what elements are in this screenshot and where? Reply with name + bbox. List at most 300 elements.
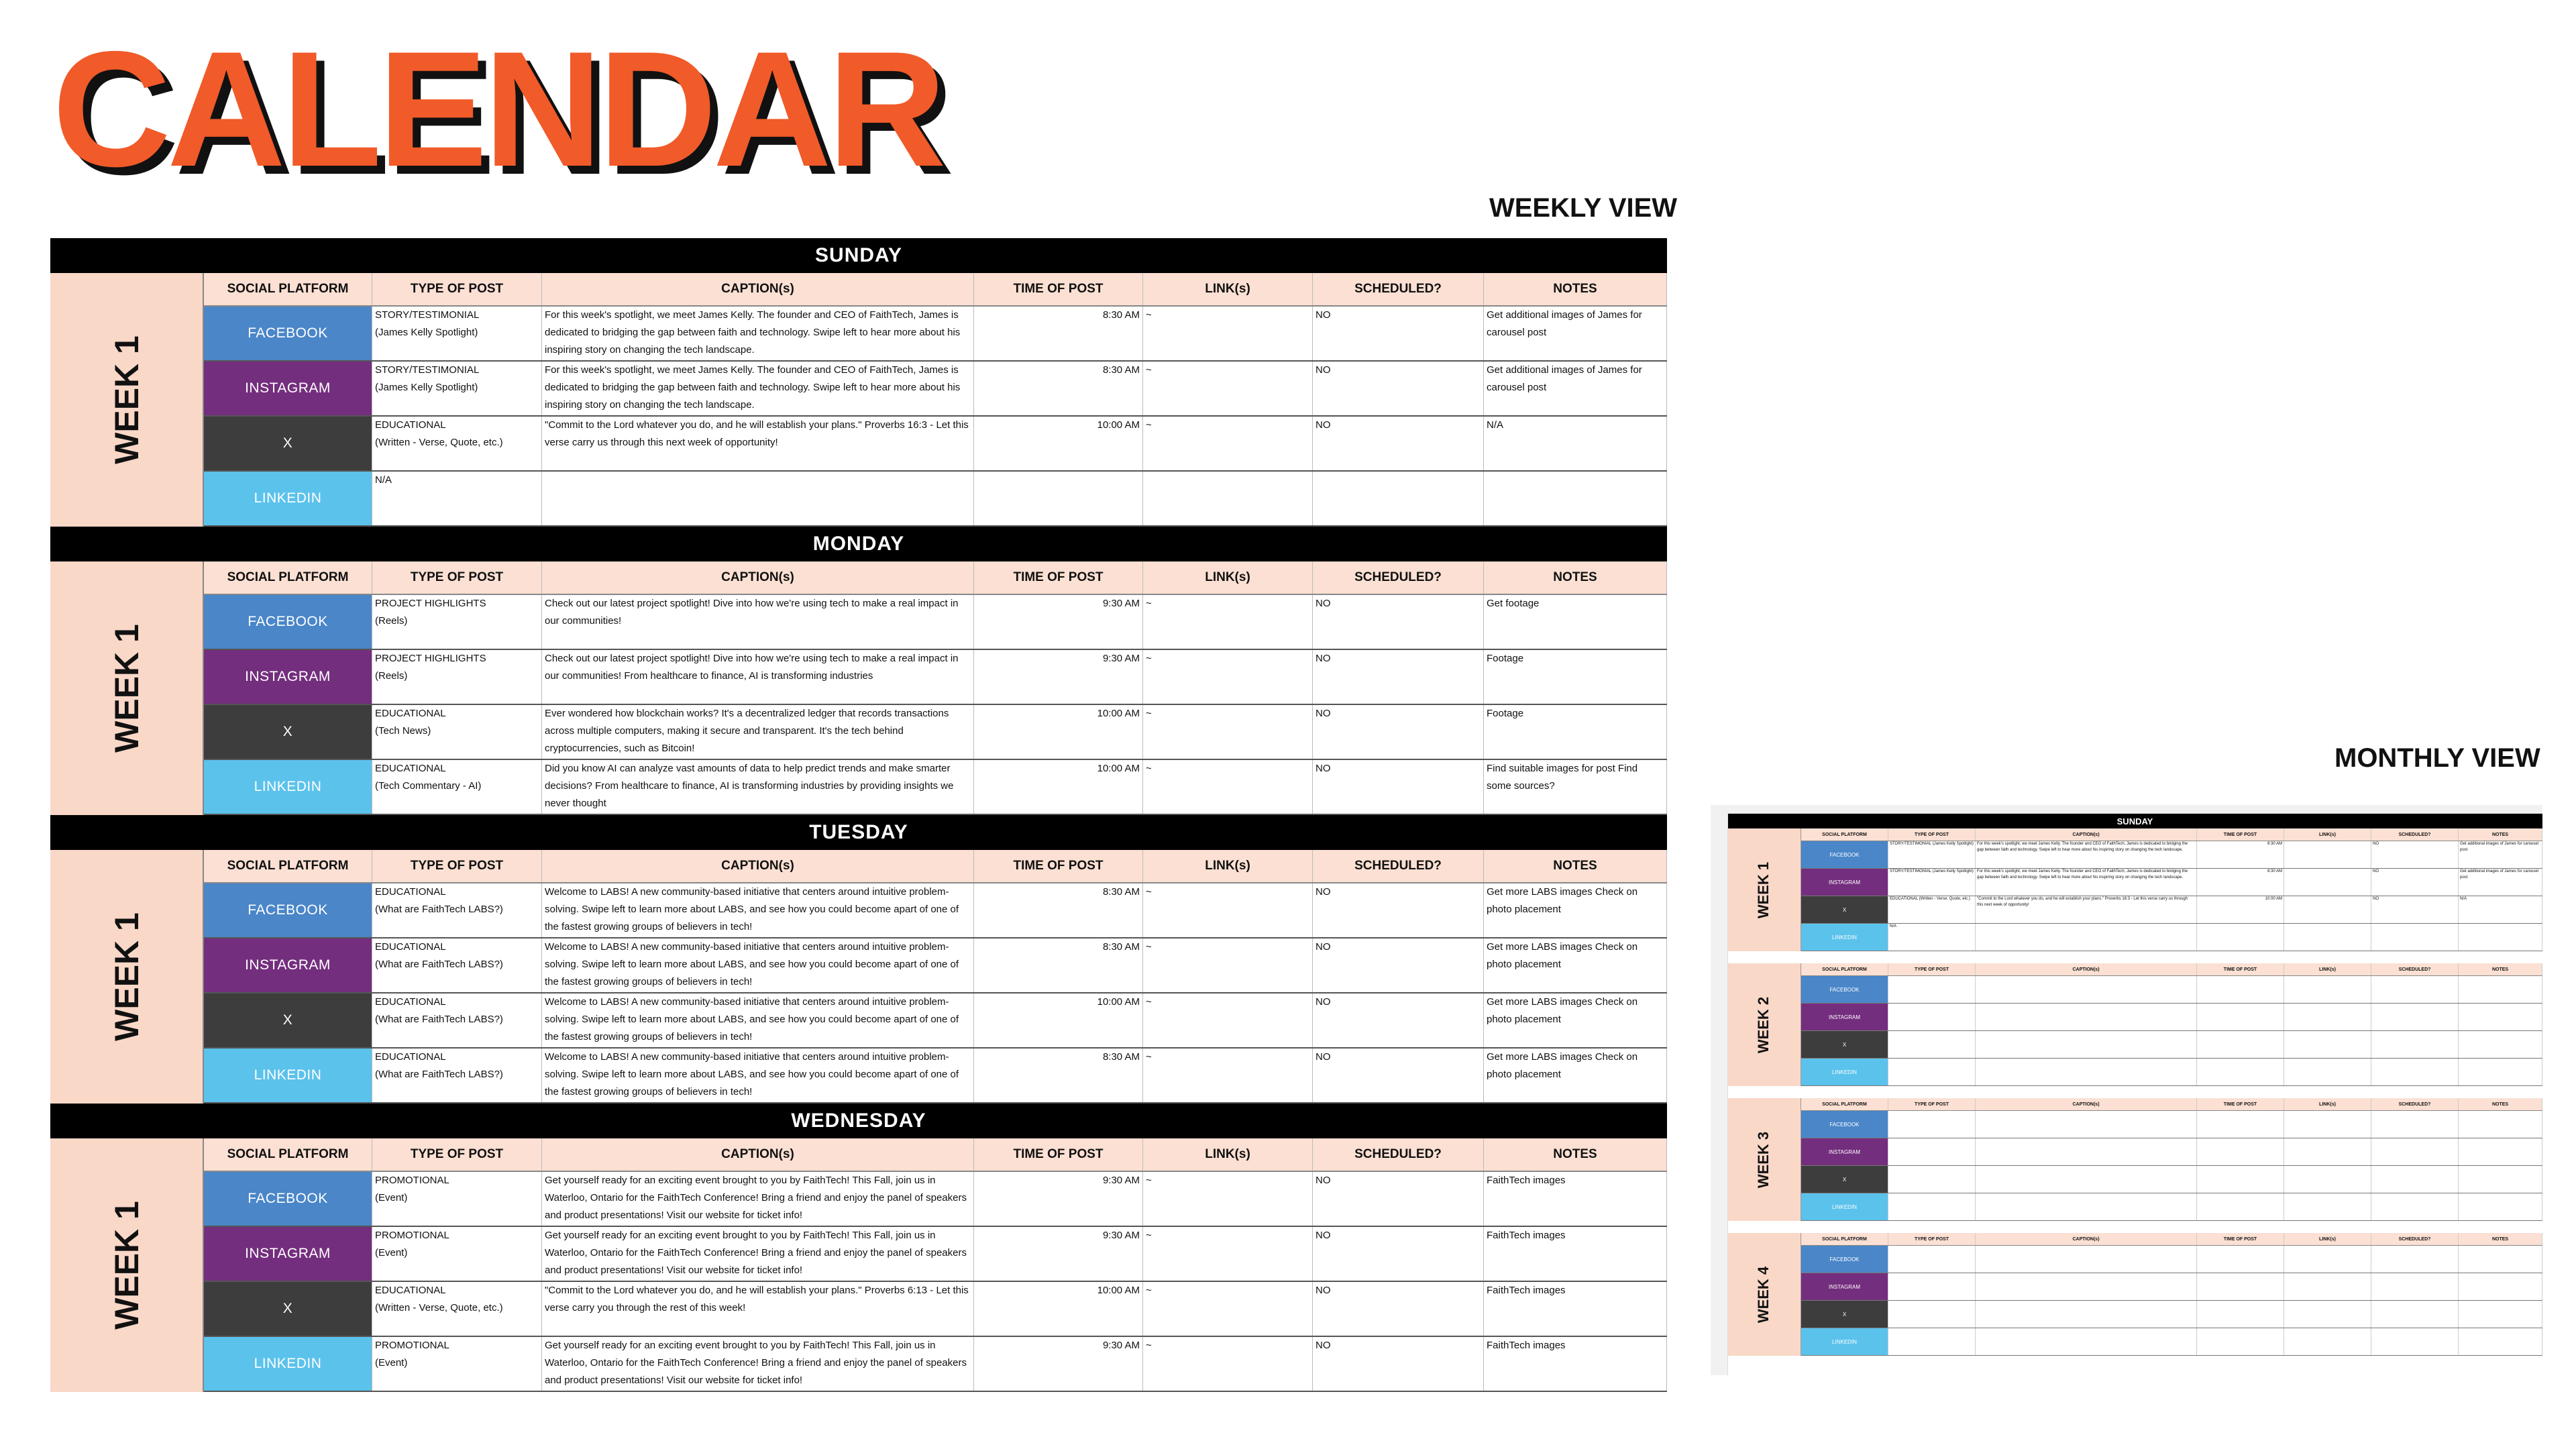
monthly-row — [1801, 869, 2542, 896]
monthly-caption-cell[interactable] — [1976, 1301, 2197, 1328]
monthly-link-cell[interactable] — [2284, 841, 2371, 868]
post-type: PROMOTIONAL — [375, 1340, 449, 1351]
monthly-column-header: SOCIAL PLATFORM — [1801, 828, 1888, 841]
monthly-platform-instagram[interactable]: INSTAGRAM — [1801, 869, 1888, 896]
monthly-type-cell[interactable] — [1888, 1111, 1976, 1138]
link-cell[interactable]: ~ — [1143, 1337, 1313, 1391]
monthly-notes-cell[interactable]: Get additional images of James for carousel post — [2459, 869, 2542, 896]
week-label-cell — [50, 850, 204, 1104]
type-cell[interactable] — [372, 883, 542, 937]
monthly-platform-linkedin[interactable]: LINKEDIN — [1801, 1328, 1888, 1355]
monthly-type-cell[interactable] — [1888, 1193, 1976, 1220]
post-subtype: (What are FaithTech LABS?) — [375, 1069, 503, 1080]
monthly-row — [1801, 924, 2542, 951]
caption-cell[interactable]: For this week's spotlight, we meet James Kelly. The founder and CEO of FaithTech, James is dedicated to bridging the gap between faith and technology. Swipe left to hear more about his inspiring story on changing the tech landscape. — [542, 307, 974, 360]
monthly-column-header: LINK(s) — [2284, 963, 2371, 975]
monthly-scheduled-cell[interactable]: NO — [2371, 896, 2459, 923]
scheduled-cell[interactable]: NO — [1313, 883, 1484, 937]
monthly-platform-x[interactable]: X — [1801, 1166, 1888, 1193]
platform-cell-instagram[interactable]: INSTAGRAM — [204, 650, 372, 704]
type-cell[interactable] — [372, 994, 542, 1047]
day-header: MONDAY — [50, 527, 1667, 561]
monthly-time-cell[interactable] — [2197, 1193, 2284, 1220]
monthly-column-header: SOCIAL PLATFORM — [1801, 1233, 1888, 1245]
monthly-scheduled-cell[interactable] — [2371, 1328, 2459, 1355]
time-cell[interactable]: 9:30 AM — [974, 1337, 1143, 1391]
week-label: WEEK 1 — [107, 335, 146, 464]
post-subtype: (Event) — [375, 1192, 408, 1203]
table-row — [204, 417, 1667, 472]
monthly-column-header: SOCIAL PLATFORM — [1801, 1098, 1888, 1110]
caption-cell[interactable]: Welcome to LABS! A new community-based initiative that centers around intuitive problem-solving. Swipe left to learn more about LABS, and see how you could become apart of one of the fastest growing groups of believers in tech! — [542, 938, 974, 992]
table-row — [204, 1227, 1667, 1282]
link-cell[interactable]: ~ — [1143, 994, 1313, 1047]
monthly-notes-cell[interactable] — [2459, 1246, 2542, 1273]
notes-cell[interactable]: Get footage — [1484, 595, 1667, 649]
monthly-link-cell[interactable] — [2284, 869, 2371, 896]
platform-cell-facebook[interactable]: FACEBOOK — [204, 595, 372, 649]
platform-cell-instagram[interactable]: INSTAGRAM — [204, 362, 372, 415]
scheduled-cell[interactable]: NO — [1313, 938, 1484, 992]
caption-cell[interactable]: For this week's spotlight, we meet James Kelly. The founder and CEO of FaithTech, James is dedicated to bridging the gap between faith and technology. Swipe left to hear more about his inspiring story on changing the tech landscape. — [542, 362, 974, 415]
caption-cell[interactable]: Get yourself ready for an exciting event brought to you by FaithTech! This Fall, join us in Waterloo, Ontario for the FaithTech Conference! Bring a friend and enjoy the panel of speakers and product presentations! Visit our website for ticket info! — [542, 1227, 974, 1281]
type-cell[interactable] — [372, 595, 542, 649]
monthly-time-cell[interactable] — [2197, 924, 2284, 951]
time-cell[interactable]: 8:30 AM — [974, 362, 1143, 415]
platform-cell-x[interactable]: X — [204, 994, 372, 1047]
column-header: CAPTION(s) — [542, 1138, 974, 1171]
post-type: EDUCATIONAL — [375, 708, 446, 719]
notes-cell[interactable]: FaithTech images — [1484, 1282, 1667, 1336]
time-cell[interactable]: 8:30 AM — [974, 307, 1143, 360]
type-cell[interactable] — [372, 650, 542, 704]
monthly-platform-facebook[interactable]: FACEBOOK — [1801, 976, 1888, 1003]
type-cell[interactable] — [372, 1172, 542, 1226]
monthly-notes-cell[interactable] — [2459, 1166, 2542, 1193]
monthly-scheduled-cell[interactable] — [2371, 1273, 2459, 1300]
link-cell[interactable]: ~ — [1143, 760, 1313, 814]
monthly-notes-cell[interactable] — [2459, 1138, 2542, 1165]
link-cell[interactable]: ~ — [1143, 650, 1313, 704]
monthly-type-cell[interactable] — [1888, 1059, 1976, 1085]
monthly-platform-x[interactable]: X — [1801, 1301, 1888, 1328]
monthly-column-header: TIME OF POST — [2197, 963, 2284, 975]
monthly-time-cell[interactable]: 8:30 AM — [2197, 841, 2284, 868]
monthly-notes-cell[interactable] — [2459, 1301, 2542, 1328]
scheduled-cell[interactable]: NO — [1313, 1337, 1484, 1391]
monthly-type-cell[interactable]: N/A — [1888, 924, 1976, 951]
monthly-platform-x[interactable]: X — [1801, 896, 1888, 923]
monthly-column-header: NOTES — [2459, 828, 2542, 841]
monthly-column-header: CAPTION(s) — [1976, 1098, 2197, 1110]
notes-cell[interactable]: N/A — [1484, 417, 1667, 470]
monthly-column-header: SCHEDULED? — [2371, 963, 2459, 975]
monthly-platform-instagram[interactable]: INSTAGRAM — [1801, 1004, 1888, 1030]
monthly-time-cell[interactable] — [2197, 1328, 2284, 1355]
monthly-link-cell[interactable] — [2284, 1246, 2371, 1273]
monthly-notes-cell[interactable]: Get additional images of James for carousel post — [2459, 841, 2542, 868]
monthly-caption-cell[interactable] — [1976, 1111, 2197, 1138]
notes-cell[interactable]: Get additional images of James for carousel post — [1484, 307, 1667, 360]
post-subtype: (Event) — [375, 1357, 408, 1368]
notes-cell[interactable]: Get more LABS images Check on photo placement — [1484, 883, 1667, 937]
monthly-caption-cell[interactable] — [1976, 1166, 2197, 1193]
type-cell[interactable] — [372, 705, 542, 759]
monthly-scheduled-cell[interactable] — [2371, 1004, 2459, 1030]
monthly-time-cell[interactable] — [2197, 1111, 2284, 1138]
monthly-scheduled-cell[interactable] — [2371, 1138, 2459, 1165]
monthly-caption-cell[interactable] — [1976, 1004, 2197, 1030]
platform-cell-instagram[interactable]: INSTAGRAM — [204, 938, 372, 992]
column-header: TIME OF POST — [974, 561, 1143, 594]
scheduled-cell[interactable]: NO — [1313, 994, 1484, 1047]
scheduled-cell[interactable]: NO — [1313, 760, 1484, 814]
time-cell[interactable]: 9:30 AM — [974, 650, 1143, 704]
column-header: TYPE OF POST — [372, 273, 542, 305]
caption-cell[interactable]: Welcome to LABS! A new community-based initiative that centers around intuitive problem-solving. Swipe left to learn more about LABS, and see how you could become apart of one of the fastest growing groups of believers in tech! — [542, 1049, 974, 1102]
monthly-scheduled-cell[interactable]: NO — [2371, 841, 2459, 868]
monthly-scheduled-cell[interactable]: NO — [2371, 869, 2459, 896]
platform-cell-facebook[interactable]: FACEBOOK — [204, 307, 372, 360]
scheduled-cell[interactable]: NO — [1313, 1172, 1484, 1226]
monthly-caption-cell[interactable] — [1976, 1138, 2197, 1165]
monthly-link-cell[interactable] — [2284, 976, 2371, 1003]
caption-cell[interactable]: Check out our latest project spotlight! Dive into how we're using tech to make a real impact in our communities! From healthcare to finance, AI is transforming industries — [542, 650, 974, 704]
caption-cell[interactable]: Get yourself ready for an exciting event brought to you by FaithTech! This Fall, join us in Waterloo, Ontario for the FaithTech Conference! Bring a friend and enjoy the panel of speakers and product presentations! Visit our website for ticket info! — [542, 1172, 974, 1226]
post-type: EDUCATIONAL — [375, 763, 446, 774]
monthly-notes-cell[interactable] — [2459, 1328, 2542, 1355]
monthly-link-cell[interactable] — [2284, 1301, 2371, 1328]
type-cell[interactable] — [372, 307, 542, 360]
row-gutter — [1711, 813, 1728, 1375]
platform-cell-facebook[interactable]: FACEBOOK — [204, 1172, 372, 1226]
monthly-link-cell[interactable] — [2284, 1031, 2371, 1058]
monthly-notes-cell[interactable] — [2459, 1059, 2542, 1085]
monthly-time-cell[interactable] — [2197, 1301, 2284, 1328]
scheduled-cell[interactable]: NO — [1313, 307, 1484, 360]
posts-table — [204, 561, 1667, 815]
type-cell[interactable] — [372, 1049, 542, 1102]
scheduled-cell[interactable]: NO — [1313, 1049, 1484, 1102]
time-cell[interactable]: 10:00 AM — [974, 994, 1143, 1047]
time-cell[interactable] — [974, 472, 1143, 525]
link-cell[interactable]: ~ — [1143, 1172, 1313, 1226]
monthly-scheduled-cell[interactable] — [2371, 1166, 2459, 1193]
monthly-type-cell[interactable]: STORY/TESTIMONIAL (James Kelly Spotlight) — [1888, 841, 1976, 868]
posts-table — [204, 1138, 1667, 1392]
monthly-platform-facebook[interactable]: FACEBOOK — [1801, 841, 1888, 868]
notes-cell[interactable]: Get additional images of James for carousel post — [1484, 362, 1667, 415]
time-cell[interactable]: 8:30 AM — [974, 938, 1143, 992]
monthly-row — [1801, 1138, 2542, 1166]
monthly-caption-cell[interactable] — [1976, 1328, 2197, 1355]
monthly-time-cell[interactable] — [2197, 1166, 2284, 1193]
monthly-caption-cell[interactable]: For this week's spotlight, we meet James Kelly. The founder and CEO of FaithTech, James is dedicated to bridging the gap between faith and technology. Swipe left to hear more about his inspiring story on changing the tech landscape. — [1976, 841, 2197, 868]
monthly-time-cell[interactable] — [2197, 1059, 2284, 1085]
table-row — [204, 307, 1667, 362]
link-cell[interactable]: ~ — [1143, 883, 1313, 937]
platform-cell-facebook[interactable]: FACEBOOK — [204, 883, 372, 937]
type-cell[interactable] — [372, 1227, 542, 1281]
notes-cell[interactable]: Find suitable images for post Find some sources? — [1484, 760, 1667, 814]
caption-cell[interactable]: Welcome to LABS! A new community-based initiative that centers around intuitive problem-solving. Swipe left to learn more about LABS, and see how you could become apart of one of the fastest growing groups of believers in tech! — [542, 994, 974, 1047]
monthly-scheduled-cell[interactable] — [2371, 1301, 2459, 1328]
link-cell[interactable] — [1143, 472, 1313, 525]
type-cell[interactable] — [372, 1337, 542, 1391]
notes-cell[interactable]: FaithTech images — [1484, 1337, 1667, 1391]
monthly-notes-cell[interactable] — [2459, 1111, 2542, 1138]
monthly-caption-cell[interactable]: "Commit to the Lord whatever you do, and he will establish your plans." Proverbs 16:3 - Let this verse carry us through this next week of opportunity! — [1976, 896, 2197, 923]
link-cell[interactable]: ~ — [1143, 362, 1313, 415]
monthly-time-cell[interactable] — [2197, 976, 2284, 1003]
monthly-day-header: SUNDAY — [1727, 814, 2542, 828]
link-cell[interactable]: ~ — [1143, 1282, 1313, 1336]
time-cell[interactable]: 10:00 AM — [974, 417, 1143, 470]
monthly-notes-cell[interactable] — [2459, 1004, 2542, 1030]
day-header: WEDNESDAY — [50, 1104, 1667, 1138]
time-cell[interactable]: 10:00 AM — [974, 705, 1143, 759]
day-block-monday — [50, 527, 1667, 815]
platform-cell-instagram[interactable]: INSTAGRAM — [204, 1227, 372, 1281]
monthly-link-cell[interactable] — [2284, 924, 2371, 951]
time-cell[interactable]: 10:00 AM — [974, 1282, 1143, 1336]
scheduled-cell[interactable] — [1313, 472, 1484, 525]
column-ruler — [1711, 805, 2542, 814]
monthly-scheduled-cell[interactable] — [2371, 1031, 2459, 1058]
monthly-column-header-row — [1801, 828, 2542, 841]
monthly-type-cell[interactable] — [1888, 1273, 1976, 1300]
monthly-row — [1801, 841, 2542, 869]
monthly-calendar-preview — [1711, 805, 2542, 1375]
monthly-link-cell[interactable] — [2284, 1328, 2371, 1355]
link-cell[interactable]: ~ — [1143, 307, 1313, 360]
type-cell[interactable] — [372, 472, 542, 525]
table-row — [204, 362, 1667, 417]
monthly-column-header: LINK(s) — [2284, 1098, 2371, 1110]
week-label: WEEK 1 — [107, 912, 146, 1041]
monthly-type-cell[interactable] — [1888, 1166, 1976, 1193]
monthly-scheduled-cell[interactable] — [2371, 1111, 2459, 1138]
monthly-link-cell[interactable] — [2284, 1059, 2371, 1085]
type-cell[interactable] — [372, 417, 542, 470]
monthly-row — [1801, 1246, 2542, 1273]
time-cell[interactable]: 9:30 AM — [974, 595, 1143, 649]
monthly-column-header: TIME OF POST — [2197, 828, 2284, 841]
column-header-row — [204, 561, 1667, 595]
type-cell[interactable] — [372, 362, 542, 415]
type-cell[interactable] — [372, 1282, 542, 1336]
post-type: EDUCATIONAL — [375, 1285, 446, 1296]
caption-cell[interactable]: "Commit to the Lord whatever you do, and he will establish your plans." Proverbs 6:13 - Let this verse carry you through the rest of this week! — [542, 1282, 974, 1336]
monthly-platform-x[interactable]: X — [1801, 1031, 1888, 1058]
column-header: NOTES — [1484, 850, 1667, 882]
column-header: SOCIAL PLATFORM — [204, 273, 372, 305]
monthly-scheduled-cell[interactable] — [2371, 1193, 2459, 1220]
week-label: WEEK 1 — [107, 1201, 146, 1330]
notes-cell[interactable]: Footage — [1484, 705, 1667, 759]
monthly-caption-cell[interactable] — [1976, 976, 2197, 1003]
notes-cell[interactable]: Footage — [1484, 650, 1667, 704]
platform-cell-linkedin[interactable]: LINKEDIN — [204, 1337, 372, 1391]
weekly-view-label: WEEKLY VIEW — [1489, 193, 1678, 223]
monthly-scheduled-cell[interactable] — [2371, 976, 2459, 1003]
monthly-row — [1801, 1111, 2542, 1138]
notes-cell[interactable]: Get more LABS images Check on photo placement — [1484, 1049, 1667, 1102]
link-cell[interactable]: ~ — [1143, 595, 1313, 649]
caption-cell[interactable]: Ever wondered how blockchain works? It's a decentralized ledger that records transactions across multiple computers, making it secure and transparent. It's the tech behind cryptocurrencies, such as Bitcoin! — [542, 705, 974, 759]
scheduled-cell[interactable]: NO — [1313, 362, 1484, 415]
monthly-scheduled-cell[interactable] — [2371, 1246, 2459, 1273]
monthly-scheduled-cell[interactable] — [2371, 1059, 2459, 1085]
link-cell[interactable]: ~ — [1143, 417, 1313, 470]
post-subtype: (Written - Verse, Quote, etc.) — [375, 437, 503, 448]
column-header: CAPTION(s) — [542, 561, 974, 594]
monthly-column-header: LINK(s) — [2284, 1233, 2371, 1245]
column-header: NOTES — [1484, 1138, 1667, 1171]
monthly-caption-cell[interactable] — [1976, 1193, 2197, 1220]
monthly-type-cell[interactable]: STORY/TESTIMONIAL (James Kelly Spotlight) — [1888, 869, 1976, 896]
monthly-caption-cell[interactable] — [1976, 1059, 2197, 1085]
monthly-type-cell[interactable] — [1888, 1031, 1976, 1058]
monthly-notes-cell[interactable]: N/A — [2459, 896, 2542, 923]
monthly-platform-linkedin[interactable]: LINKEDIN — [1801, 924, 1888, 951]
monthly-platform-facebook[interactable]: FACEBOOK — [1801, 1246, 1888, 1273]
monthly-platform-linkedin[interactable]: LINKEDIN — [1801, 1059, 1888, 1085]
monthly-time-cell[interactable] — [2197, 1004, 2284, 1030]
scheduled-cell[interactable]: NO — [1313, 705, 1484, 759]
monthly-notes-cell[interactable] — [2459, 1031, 2542, 1058]
monthly-link-cell[interactable] — [2284, 896, 2371, 923]
column-header: CAPTION(s) — [542, 850, 974, 882]
post-type: N/A — [375, 474, 392, 486]
monthly-notes-cell[interactable] — [2459, 1193, 2542, 1220]
time-cell[interactable]: 10:00 AM — [974, 760, 1143, 814]
monthly-caption-cell[interactable] — [1976, 1273, 2197, 1300]
monthly-time-cell[interactable] — [2197, 1273, 2284, 1300]
monthly-row — [1801, 1301, 2542, 1328]
week-label-cell — [50, 561, 204, 815]
time-cell[interactable]: 9:30 AM — [974, 1227, 1143, 1281]
monthly-type-cell[interactable] — [1888, 1301, 1976, 1328]
day-header: TUESDAY — [50, 815, 1667, 850]
type-cell[interactable] — [372, 938, 542, 992]
caption-cell[interactable]: Get yourself ready for an exciting event brought to you by FaithTech! This Fall, join us in Waterloo, Ontario for the FaithTech Conference! Bring a friend and enjoy the panel of speakers and product presentations! Visit our website for ticket info! — [542, 1337, 974, 1391]
post-type: PROJECT HIGHLIGHTS — [375, 653, 486, 664]
monthly-platform-facebook[interactable]: FACEBOOK — [1801, 1111, 1888, 1138]
notes-cell[interactable] — [1484, 472, 1667, 525]
scheduled-cell[interactable]: NO — [1313, 1282, 1484, 1336]
monthly-caption-cell[interactable]: For this week's spotlight, we meet James Kelly. The founder and CEO of FaithTech, James is dedicated to bridging the gap between faith and technology. Swipe left to hear more about his inspiring story on changing the tech landscape. — [1976, 869, 2197, 896]
type-cell[interactable] — [372, 760, 542, 814]
monthly-caption-cell[interactable] — [1976, 1246, 2197, 1273]
monthly-platform-linkedin[interactable]: LINKEDIN — [1801, 1193, 1888, 1220]
notes-cell[interactable]: FaithTech images — [1484, 1172, 1667, 1226]
monthly-link-cell[interactable] — [2284, 1166, 2371, 1193]
monthly-platform-instagram[interactable]: INSTAGRAM — [1801, 1273, 1888, 1300]
monthly-time-cell[interactable] — [2197, 1138, 2284, 1165]
monthly-time-cell[interactable] — [2197, 1246, 2284, 1273]
monthly-link-cell[interactable] — [2284, 1138, 2371, 1165]
platform-cell-x[interactable]: X — [204, 705, 372, 759]
monthly-row — [1801, 1031, 2542, 1059]
monthly-row — [1801, 1004, 2542, 1031]
platform-cell-x[interactable]: X — [204, 417, 372, 470]
caption-cell[interactable]: "Commit to the Lord whatever you do, and he will establish your plans." Proverbs 16:3 - Let this verse carry us through this next week of opportunity! — [542, 417, 974, 470]
caption-cell[interactable]: Welcome to LABS! A new community-based initiative that centers around intuitive problem-solving. Swipe left to learn more about LABS, and see how you could become apart of one of the fastest growing groups of believers in tech! — [542, 883, 974, 937]
notes-cell[interactable]: Get more LABS images Check on photo placement — [1484, 938, 1667, 992]
table-row — [204, 994, 1667, 1049]
posts-table — [204, 850, 1667, 1104]
monthly-type-cell[interactable] — [1888, 1246, 1976, 1273]
monthly-week-cell — [1727, 1098, 1801, 1221]
caption-cell[interactable]: Did you know AI can analyze vast amounts of data to help predict trends and make smarter decisions? From healthcare to finance, AI is transforming industries by providing insights we never thought — [542, 760, 974, 814]
notes-cell[interactable]: Get more LABS images Check on photo placement — [1484, 994, 1667, 1047]
link-cell[interactable]: ~ — [1143, 1227, 1313, 1281]
scheduled-cell[interactable]: NO — [1313, 417, 1484, 470]
link-cell[interactable]: ~ — [1143, 1049, 1313, 1102]
scheduled-cell[interactable]: NO — [1313, 595, 1484, 649]
platform-cell-linkedin[interactable]: LINKEDIN — [204, 472, 372, 525]
monthly-table — [1801, 1098, 2542, 1221]
monthly-scheduled-cell[interactable] — [2371, 924, 2459, 951]
scheduled-cell[interactable]: NO — [1313, 1227, 1484, 1281]
caption-cell[interactable]: Check out our latest project spotlight! Dive into how we're using tech to make a real impact in our communities! — [542, 595, 974, 649]
link-cell[interactable]: ~ — [1143, 938, 1313, 992]
monthly-time-cell[interactable]: 8:30 AM — [2197, 869, 2284, 896]
post-subtype: (Tech Commentary - AI) — [375, 780, 482, 792]
monthly-column-header: TYPE OF POST — [1888, 828, 1976, 841]
time-cell[interactable]: 8:30 AM — [974, 1049, 1143, 1102]
caption-cell[interactable] — [542, 472, 974, 525]
monthly-column-header: CAPTION(s) — [1976, 963, 2197, 975]
link-cell[interactable]: ~ — [1143, 705, 1313, 759]
column-header: NOTES — [1484, 561, 1667, 594]
monthly-type-cell[interactable] — [1888, 976, 1976, 1003]
post-type: STORY/TESTIMONIAL — [375, 364, 480, 376]
platform-cell-x[interactable]: X — [204, 1282, 372, 1336]
monthly-caption-cell[interactable] — [1976, 1031, 2197, 1058]
monthly-type-cell[interactable] — [1888, 1328, 1976, 1355]
platform-cell-linkedin[interactable]: LINKEDIN — [204, 760, 372, 814]
monthly-link-cell[interactable] — [2284, 1004, 2371, 1030]
monthly-notes-cell[interactable] — [2459, 924, 2542, 951]
monthly-caption-cell[interactable] — [1976, 924, 2197, 951]
monthly-platform-instagram[interactable]: INSTAGRAM — [1801, 1138, 1888, 1165]
monthly-notes-cell[interactable] — [2459, 1273, 2542, 1300]
monthly-type-cell[interactable] — [1888, 1138, 1976, 1165]
post-type: PROMOTIONAL — [375, 1175, 449, 1186]
monthly-type-cell[interactable]: EDUCATIONAL (Written - Verse, Quote, etc.) — [1888, 896, 1976, 923]
monthly-type-cell[interactable] — [1888, 1004, 1976, 1030]
notes-cell[interactable]: FaithTech images — [1484, 1227, 1667, 1281]
monthly-link-cell[interactable] — [2284, 1273, 2371, 1300]
monthly-link-cell[interactable] — [2284, 1111, 2371, 1138]
scheduled-cell[interactable]: NO — [1313, 650, 1484, 704]
post-subtype: (Written - Verse, Quote, etc.) — [375, 1302, 503, 1313]
post-type: EDUCATIONAL — [375, 886, 446, 898]
monthly-link-cell[interactable] — [2284, 1193, 2371, 1220]
post-type: PROJECT HIGHLIGHTS — [375, 598, 486, 609]
monthly-week-label: WEEK 4 — [1755, 1266, 1772, 1323]
time-cell[interactable]: 9:30 AM — [974, 1172, 1143, 1226]
monthly-time-cell[interactable] — [2197, 1031, 2284, 1058]
time-cell[interactable]: 8:30 AM — [974, 883, 1143, 937]
monthly-column-header: SOCIAL PLATFORM — [1801, 963, 1888, 975]
platform-cell-linkedin[interactable]: LINKEDIN — [204, 1049, 372, 1102]
monthly-time-cell[interactable]: 10:00 AM — [2197, 896, 2284, 923]
monthly-notes-cell[interactable] — [2459, 976, 2542, 1003]
post-subtype: (Reels) — [375, 670, 408, 682]
